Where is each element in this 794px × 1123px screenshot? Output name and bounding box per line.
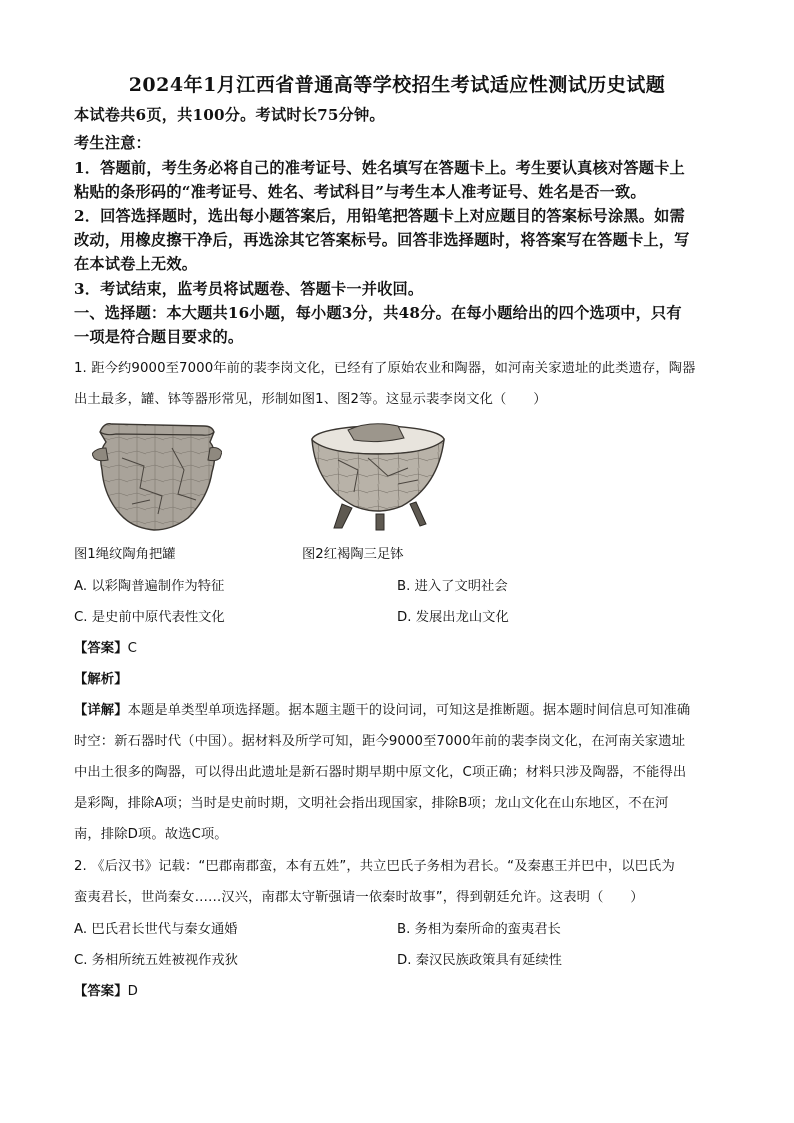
- figure-caption: 图2红褐陶三足钵: [302, 547, 404, 562]
- note-line: 在本试卷上无效。: [74, 255, 198, 273]
- detail-label: 【详解】: [74, 703, 128, 718]
- section-heading: 一项是符合题目要求的。: [74, 328, 244, 346]
- figure-caption: 图1绳纹陶角把罐: [74, 547, 176, 562]
- note-line: 改动，用橡皮擦干净后，再选涂其它答案标号。回答非选择题时，将答案写在答题卡上，写: [74, 231, 690, 249]
- option-c: C. 是史前中原代表性文化: [74, 610, 225, 625]
- note-line: 2．回答选择题时，选出每小题答案后，用铅笔把答题卡上对应题目的答案标号涂黑。如需: [74, 207, 685, 225]
- question-stem: 2. 《后汉书》记载：“巴郡南郡蛮，本有五姓”，共立巴氏子务相为君长。“及秦惠王并巴中，以巴氏为: [74, 859, 675, 874]
- jar-image: [92, 418, 222, 536]
- analysis-label: 【解析】: [74, 672, 128, 687]
- note-line: 1．答题前，考生务必将自己的准考证号、姓名填写在答题卡上。考生要认真核对答题卡上: [74, 159, 685, 177]
- intro-line: 考生注意：: [74, 134, 151, 152]
- option-c: C. 务相所统五姓被视作戎狄: [74, 953, 239, 968]
- question-stem: 蛮夷君长，世尚秦女……汉兴，南郡太守靳强请一依秦时故事”，得到朝廷允许。这表明（ ）: [74, 890, 644, 905]
- question-stem: 出土最多，罐、钵等器形常见，形制如图1、图2等。这显示裴李岗文化（ ）: [74, 392, 547, 407]
- detail-line: 中出土很多的陶器，可以得出此遗址是新石器时期早期中原文化，C项正确；材料只涉及陶器，不能得出: [74, 765, 687, 780]
- question-stem: 1. 距今约9000至7000年前的裴李岗文化，已经有了原始农业和陶器，如河南关家遗址的此类遗存，陶器: [74, 361, 696, 376]
- page-title: 2024年1月江西省普通高等学校招生考试适应性测试历史试题: [128, 74, 666, 96]
- detail-text: 本题是单类型单项选择题。据本题主题干的设问词，可知这是推断题。据本题时间信息可知准确: [127, 703, 691, 718]
- option-b: B. 务相为秦所命的蛮夷君长: [397, 922, 561, 937]
- detail-line: 时空：新石器时代（中国）。据材料及所学可知，距今9000至7000年前的裴李岗文化，在河南关家遗址: [74, 734, 686, 749]
- option-b: B. 进入了文明社会: [397, 579, 508, 594]
- option-a: A. 巴氏君长世代与秦女通婚: [74, 922, 238, 937]
- answer-line: [74, 980, 724, 999]
- answer-label: 【答案】: [74, 984, 128, 999]
- note-line: 粘贴的条形码的“准考证号、姓名、考试科目”与考生本人准考证号、姓名是否一致。: [74, 183, 646, 201]
- detail-line: [74, 699, 724, 718]
- section-heading: 一、选择题：本大题共16小题，每小题3分，共48分。在每小题给出的四个选项中，只有: [74, 304, 682, 322]
- option-a: A. 以彩陶普遍制作为特征: [74, 579, 225, 594]
- answer-value: C: [127, 641, 137, 656]
- answer-label: 【答案】: [74, 641, 128, 656]
- intro-line: 本试卷共6页，共100分。考试时长75分钟。: [74, 106, 385, 124]
- option-d: D. 发展出龙山文化: [397, 610, 509, 625]
- note-line: 3．考试结束，监考员将试题卷、答题卡一并收回。: [74, 280, 424, 298]
- detail-line: 是彩陶，排除A项；当时是史前时期，文明社会指出现国家，排除B项；龙山文化在山东地区，不在河: [74, 796, 669, 811]
- option-d: D. 秦汉民族政策具有延续性: [397, 953, 562, 968]
- answer-value: D: [127, 984, 138, 999]
- detail-line: 南，排除D项。故选C项。: [74, 827, 228, 842]
- answer-line: [74, 637, 724, 656]
- bowl-image: [308, 420, 448, 532]
